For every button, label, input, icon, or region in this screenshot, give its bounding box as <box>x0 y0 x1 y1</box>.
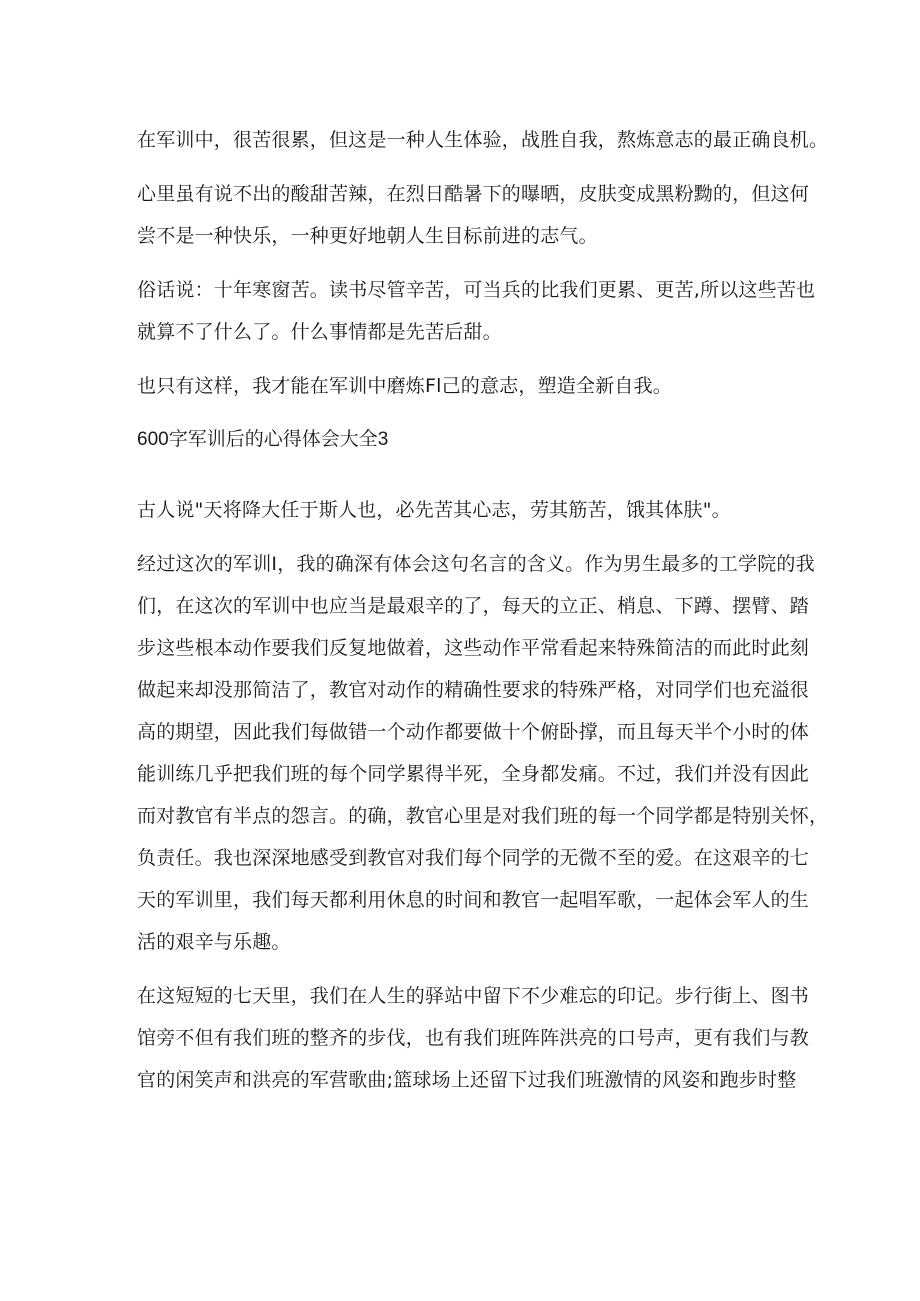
text-line: 在军训中，很苦很累，但这是一种人生体验，战胜自我，熬炼意志的最正确良机。 <box>137 129 829 151</box>
paragraph <box>137 975 810 1101</box>
text-line: 能训练几乎把我们班的每个同学累得半死，全身都发痛。不过，我们并没有因此 <box>137 763 810 785</box>
text-line: 天的军训里，我们每天都利用休息的时间和教官一起唱军歌，一起体会军人的生 <box>137 889 810 911</box>
text-line: 做起来却没那简洁了，教官对动作的精确性要求的特殊严格，对同学们也充溢很 <box>137 679 810 701</box>
text-line: 活的艰辛与乐趣。 <box>137 931 291 953</box>
text-line: 俗话说：十年寒窗苦。读书尽管辛苦，可当兵的比我们更累、更苦,所以这些苦也 <box>137 279 816 301</box>
paragraph <box>137 119 829 161</box>
paragraph <box>137 489 800 531</box>
text-line: 古人说"天将降大任于斯人也，必先苦其心志，劳其筋苦，饿其体肤"。 <box>137 499 731 521</box>
text-line: 心里虽有说不出的酸甜苦辣，在烈日酷暑下的曝晒，皮肤变成黑粉黝的，但这何 <box>137 183 810 205</box>
text-line: 高的期望，因此我们每做错一个动作都要做十个俯卧撑，而且每天半个小时的体 <box>137 721 810 743</box>
text-line: 也只有这样，我才能在军训中磨炼Fl己的意志，塑造全新自我。 <box>137 375 673 397</box>
text-line: 负责任。我也深深地感受到教官对我们每个同学的无微不至的爱。在这艰辛的七 <box>137 847 810 869</box>
paragraph <box>137 365 800 407</box>
text-line: 而对教官有半点的怨言。的确，教官心里是对我们班的每一个同学都是特别关怀， <box>137 805 829 827</box>
text-line: 在这短短的七天里，我们在人生的驿站中留下不少难忘的印记。步行街上、图书 <box>137 985 810 1007</box>
paragraph <box>137 269 816 353</box>
text-line: 步这些根本动作要我们反复地做着，这些动作平常看起来特殊简洁的而此时此刻 <box>137 637 810 659</box>
text-line: 尝不是一种快乐，一种更好地朝人生目标前进的志气。 <box>137 225 598 247</box>
paragraph <box>137 173 810 257</box>
section-heading: 600字军训后的心得体会大全3 <box>137 429 389 450</box>
text-line: 们，在这次的军训中也应当是最艰辛的了，每天的立正、梢息、下蹲、摆臂、踏 <box>137 595 810 617</box>
text-line: 馆旁不但有我们班的整齐的步伐，也有我们班阵阵洪亮的口号声，更有我们与教 <box>137 1027 810 1049</box>
paragraph <box>137 543 829 963</box>
text-line: 经过这次的军训I，我的确深有体会这句名言的含义。作为男生最多的工学院的我 <box>137 553 815 575</box>
text-line: 就算不了什么了。什么事情都是先苦后甜。 <box>137 321 502 343</box>
text-line: 官的闲笑声和洪亮的军营歌曲;篮球场上还留下过我们班激情的风姿和跑步时整 <box>137 1069 797 1091</box>
